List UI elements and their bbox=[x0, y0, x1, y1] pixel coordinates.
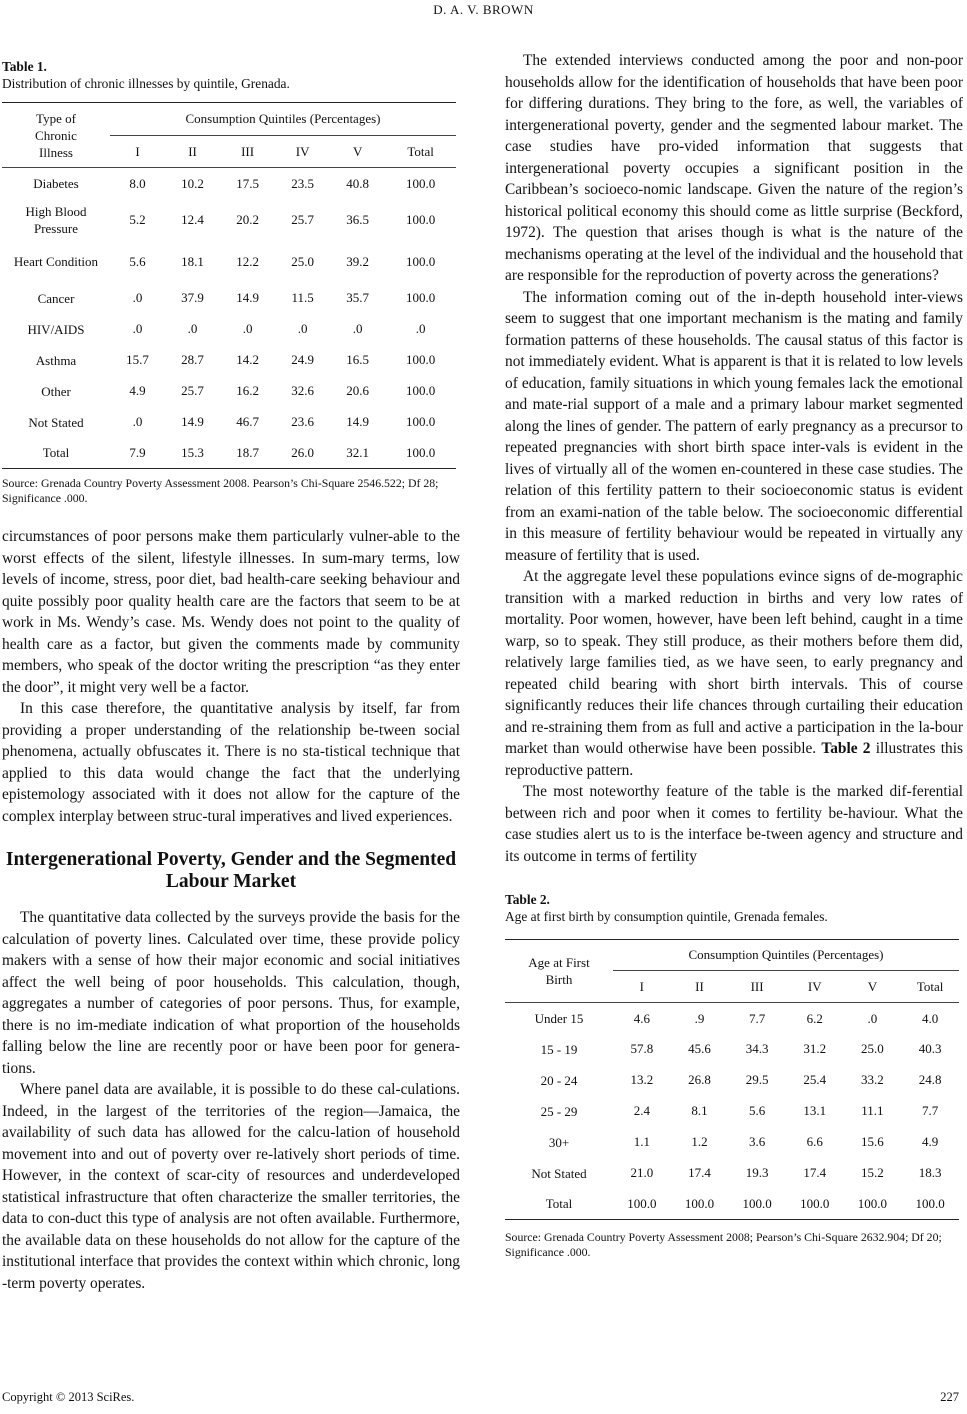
table-row bbox=[505, 1003, 959, 1034]
table-cell: 13.2 bbox=[630, 1072, 654, 1088]
table1-col-header: Total bbox=[407, 143, 434, 159]
table-cell: 1.1 bbox=[633, 1134, 650, 1150]
table1 bbox=[2, 102, 456, 469]
right-para-1: The extended interviews conducted among the poor and non-poor households allow for the identification of households that have been poor for differing durations. They bring to the fore, as well, the variables of intergenerational poverty, gender and the segmented labour market. The case studies have pro-vided information that suggests that intergenerational poverty occupies a significant position in the Caribbean’s socioeco-nomic landscape. Given the nature of the region’s historical political economy this should come as little surprise (Beckford, 1972). The question that arises though is what is the nature of the mechanisms operating at the level of the individual and the household that are responsible for the reproduction of poverty across the generations? bbox=[505, 52, 963, 284]
table2-col-header: IV bbox=[807, 978, 822, 994]
copyright-notice: Copyright © 2013 SciRes. bbox=[2, 1390, 135, 1404]
table1-col-header: V bbox=[352, 143, 363, 159]
row-label: 20 - 24 bbox=[540, 1072, 578, 1088]
table-cell: 36.5 bbox=[346, 211, 370, 227]
table-cell: .0 bbox=[867, 1010, 878, 1026]
right-para-3-tail: illustrates this reproductive pattern. bbox=[505, 740, 963, 779]
table-cell: 5.2 bbox=[129, 211, 146, 227]
table-cell: 14.2 bbox=[236, 352, 259, 368]
table-cell: 46.7 bbox=[236, 414, 259, 430]
table-row bbox=[505, 1127, 959, 1158]
row-label: 15 - 19 bbox=[540, 1041, 578, 1057]
right-para-3-text: At the aggregate level these populations evince signs of de-mographic transition with a marked reduction in births and very low rates of mortality. Poor women, however, have been left behind, caught in a time warp, so to speak. They still produce, as their mothers before them did, relatively large families tied, as we have seen, to early pregnancy and repeated child bearing with short birth intervals. This of course significantly reduces their life chances through curtailing their education and re-straining them from as full and active a participation in the la-bour market than would otherwise have been possible. bbox=[505, 568, 963, 757]
table-cell: 4.0 bbox=[921, 1010, 939, 1026]
table-cell: 23.5 bbox=[291, 175, 314, 191]
table-cell: 26.8 bbox=[688, 1072, 711, 1088]
row-label: Total bbox=[42, 445, 70, 461]
left-para-2: In this case therefore, the quantitative analysis by itself, far from providing a proper understanding of the relationship be-tween social phenomena, actually obfuscates it. There is no sta-tistical technique that applied to this data would change the fact that the underlying epistemology associated with it does not allow for the capture of the complex interplay between struc-tural imperatives and lived experiences. bbox=[2, 700, 460, 825]
right-para-3 bbox=[505, 566, 963, 781]
table-row bbox=[2, 407, 456, 438]
table-cell: 5.6 bbox=[748, 1103, 766, 1119]
row-label: Diabetes bbox=[33, 175, 79, 191]
section-heading: Intergenerational Poverty, Gender and the Segmented Labour Market bbox=[5, 849, 457, 892]
row-label: Heart Condition bbox=[13, 254, 99, 269]
table2-col-header: I bbox=[639, 978, 644, 994]
table2-col-header: Total bbox=[916, 978, 944, 994]
table-cell: .9 bbox=[694, 1010, 705, 1026]
table-cell: 12.2 bbox=[236, 253, 259, 269]
table-cell: 26.0 bbox=[291, 445, 314, 460]
row-label: Total bbox=[545, 1196, 573, 1212]
table-cell: 18.1 bbox=[181, 253, 204, 269]
table-row bbox=[505, 1065, 959, 1096]
table2-col-header: III bbox=[750, 978, 764, 994]
table1-label: Table 1. bbox=[2, 59, 47, 74]
table-cell: 25.7 bbox=[291, 211, 314, 227]
table-cell: 24.9 bbox=[291, 352, 314, 368]
row-label: High Blood Pressure bbox=[25, 203, 87, 236]
table-row bbox=[2, 314, 456, 345]
table-cell: 1.2 bbox=[691, 1134, 708, 1150]
table-cell: 25.7 bbox=[181, 383, 204, 399]
table-cell: 100.0 bbox=[405, 290, 436, 306]
table-cell: .0 bbox=[132, 321, 143, 337]
table-cell: 15.2 bbox=[861, 1165, 884, 1181]
table-row bbox=[505, 1189, 959, 1220]
table-row bbox=[2, 283, 456, 314]
table-cell: .0 bbox=[132, 290, 143, 306]
row-label: Other bbox=[41, 383, 71, 399]
table2-label: Table 2. bbox=[505, 892, 550, 907]
table-cell: 40.8 bbox=[346, 175, 370, 191]
table-cell: 5.6 bbox=[129, 253, 146, 269]
table-cell: 100.0 bbox=[742, 1196, 772, 1211]
row-label: HIV/AIDS bbox=[27, 321, 85, 337]
table-cell: 4.9 bbox=[921, 1134, 939, 1150]
table-cell: 3.6 bbox=[748, 1134, 766, 1150]
table-cell: 100.0 bbox=[405, 352, 436, 368]
row-label: Not Stated bbox=[531, 1165, 587, 1181]
table-cell: 11.1 bbox=[861, 1103, 884, 1119]
table-cell: 100.0 bbox=[857, 1196, 887, 1211]
row-label: Cancer bbox=[37, 290, 75, 306]
table1-col-header: I bbox=[135, 143, 140, 159]
table-cell: .0 bbox=[297, 321, 308, 337]
table1-row-header bbox=[2, 103, 110, 168]
table-cell: 100.0 bbox=[405, 383, 436, 399]
table-cell: 16.2 bbox=[236, 383, 259, 399]
table-cell: 12.4 bbox=[181, 211, 204, 227]
row-label: 25 - 29 bbox=[540, 1103, 578, 1119]
table-cell: 100.0 bbox=[684, 1196, 715, 1211]
table-cell: 57.8 bbox=[630, 1041, 654, 1057]
table2-source: Source: Grenada Country Poverty Assessment 2008; Pearson’s Chi-Square 2632.904; Df 20; Significance .000. bbox=[505, 1230, 942, 1259]
table-cell: 7.7 bbox=[748, 1010, 766, 1026]
table-cell: .0 bbox=[132, 414, 143, 430]
table-cell: 25.4 bbox=[803, 1072, 827, 1088]
table-row bbox=[2, 376, 456, 407]
table-cell: 17.4 bbox=[688, 1165, 711, 1181]
table-cell: 45.6 bbox=[688, 1041, 711, 1057]
table-cell: 14.9 bbox=[236, 290, 259, 306]
table-cell: .0 bbox=[242, 321, 253, 337]
right-column bbox=[505, 50, 963, 1260]
row-label: 30+ bbox=[548, 1134, 570, 1150]
table-row bbox=[505, 1096, 959, 1127]
table-cell: 100.0 bbox=[915, 1196, 945, 1211]
table2-col-header: II bbox=[695, 978, 704, 994]
table-cell: 14.9 bbox=[181, 414, 204, 430]
right-para-2: The information coming out of the in-depth household inter-views seem to suggest that one important mechanism is the mating and family formation patterns of these households. The causal status of this factor is not immediately evident. What is apparent is that it is related to low levels of education, family situations in which young females lack the emotional and mate-rial support of a male and a primary labour market segmented along the lines of gender. The pattern of early pregnancy as a precursor to repeated pregnancies with short birth space inter-vals is evident in the lives of virtually all of the women en-countered in these case studies. The relation of this fertility pattern to their socioeconomic status is evident from an exami-nation of the table below. The socioeconomic differential in this measure of fertility behaviour would be repeated in virtually any measure of fertility that is used. bbox=[505, 288, 963, 564]
table-cell: 100.0 bbox=[405, 211, 436, 227]
table1-caption-block bbox=[2, 58, 460, 92]
table-cell: 18.7 bbox=[236, 445, 259, 460]
table-cell: 7.7 bbox=[921, 1103, 939, 1119]
table-cell: 29.5 bbox=[745, 1072, 769, 1088]
table2-caption-block bbox=[505, 891, 963, 925]
table-row bbox=[2, 345, 456, 376]
table-cell: 32.6 bbox=[291, 383, 314, 399]
table-cell: 21.0 bbox=[630, 1165, 654, 1181]
table-cell: 7.9 bbox=[129, 445, 146, 460]
table-cell: 100.0 bbox=[627, 1196, 657, 1211]
table-cell: 28.7 bbox=[181, 352, 204, 368]
table-cell: 15.7 bbox=[126, 352, 149, 368]
table1-caption: Distribution of chronic illnesses by quintile, Grenada. bbox=[2, 76, 290, 91]
table-cell: 100.0 bbox=[405, 414, 436, 430]
table-cell: .0 bbox=[187, 321, 198, 337]
table2-row-header-text: Age at First Birth bbox=[528, 955, 590, 987]
right-para-4: The most noteworthy feature of the table is the marked dif-ferential between rich and poor when it comes to fertility be-haviour. What the case studies alert us to is the interface be-tween agency and structure and its outcome in terms of fertility bbox=[505, 783, 963, 865]
table-cell: 17.4 bbox=[803, 1165, 827, 1181]
table-cell: 34.3 bbox=[745, 1041, 769, 1057]
table-cell: 18.3 bbox=[918, 1165, 942, 1181]
table-cell: 6.2 bbox=[806, 1010, 823, 1026]
table-cell: 35.7 bbox=[346, 290, 370, 306]
table2 bbox=[505, 939, 959, 1220]
table-cell: 15.3 bbox=[181, 445, 204, 460]
table-cell: .0 bbox=[352, 321, 363, 337]
table-cell: 11.5 bbox=[291, 290, 314, 306]
table-cell: 39.2 bbox=[346, 253, 370, 269]
table-cell: 2.4 bbox=[633, 1103, 650, 1119]
table-cell: 10.2 bbox=[181, 175, 204, 191]
table1-col-header: III bbox=[241, 143, 255, 159]
row-label: Under 15 bbox=[534, 1010, 584, 1026]
table1-group-header: Consumption Quintiles (Percentages) bbox=[110, 103, 456, 136]
table-cell: 13.1 bbox=[803, 1103, 827, 1119]
table-cell: 37.9 bbox=[181, 290, 204, 306]
table-cell: 17.5 bbox=[236, 175, 259, 191]
table-row bbox=[2, 199, 456, 241]
table-cell: 20.6 bbox=[346, 383, 370, 399]
table-cell: 100.0 bbox=[405, 445, 436, 460]
table-cell: 31.2 bbox=[803, 1041, 827, 1057]
table-cell: 15.6 bbox=[861, 1134, 884, 1150]
table-cell: 19.3 bbox=[745, 1165, 769, 1181]
table-cell: 20.2 bbox=[236, 211, 259, 227]
table2-reference: Table 2 bbox=[821, 740, 871, 757]
table2-col-header: V bbox=[867, 978, 878, 994]
table1-col-header: II bbox=[188, 143, 197, 159]
table-cell: 8.1 bbox=[691, 1103, 708, 1119]
left-para-4: Where panel data are available, it is possible to do these cal-culations. Indeed, in the largest of the territories of the region—Jamaica, the availability of such data has allowed for the calcu-lation of household movement into and out of poverty over re-latively short periods of time. However, in the context of scar-city of resources and underdeveloped statistical infrastructure that often characterize the smaller territories, the data to con-duct this type of analysis are not often available. Furthermore, the available data on these households do not allow for the capture of the institutional interface that provides the context within which chronic, long -term poverty operates. bbox=[2, 1081, 460, 1292]
table-row bbox=[505, 1158, 959, 1189]
table-cell: 23.6 bbox=[291, 414, 314, 430]
table2-caption: Age at first birth by consumption quintile, Grenada females. bbox=[505, 909, 828, 924]
table2-row-header bbox=[505, 940, 613, 1003]
table-cell: 8.0 bbox=[129, 175, 146, 191]
table-cell: 14.9 bbox=[346, 414, 370, 430]
table-row bbox=[505, 1034, 959, 1065]
table-row bbox=[2, 241, 456, 283]
running-header: D. A. V. BROWN bbox=[433, 2, 534, 17]
table-cell: 100.0 bbox=[800, 1196, 830, 1211]
table-row bbox=[2, 168, 456, 199]
table1-col-header: IV bbox=[295, 143, 310, 159]
left-para-3: The quantitative data collected by the surveys provide the basis for the calculation of poverty lines. Calculated over time, these provide policy makers with a sense of how their major economic and social initiatives affect the well being of poor households. This calculation, though, aggregates a number of categories of poor persons. Thus, for example, there is no im-mediate indication of what proportion of the households falling below the line are recently poor or have been poor for genera-tions. bbox=[2, 909, 460, 1077]
table-cell: 40.3 bbox=[918, 1041, 942, 1057]
table-cell: 33.2 bbox=[861, 1072, 884, 1088]
table-row bbox=[2, 438, 456, 469]
page-number: 227 bbox=[940, 1390, 959, 1404]
table-cell: 25.0 bbox=[861, 1041, 884, 1057]
table-cell: 32.1 bbox=[346, 445, 370, 460]
table-cell: 24.8 bbox=[918, 1072, 942, 1088]
row-label: Asthma bbox=[35, 352, 77, 368]
table-cell: 25.0 bbox=[291, 253, 314, 269]
table-cell: 16.5 bbox=[346, 352, 370, 368]
left-column bbox=[2, 58, 460, 1294]
table1-source: Source: Grenada Country Poverty Assessment 2008. Pearson’s Chi-Square 2546.522; Df 28; Significance .000. bbox=[2, 476, 439, 505]
table-cell: .0 bbox=[415, 321, 426, 337]
table2-group-header: Consumption Quintiles (Percentages) bbox=[613, 940, 959, 971]
row-label: Not Stated bbox=[28, 414, 84, 430]
table-cell: 4.6 bbox=[633, 1010, 650, 1026]
table-cell: 100.0 bbox=[405, 175, 436, 191]
table-cell: 100.0 bbox=[405, 253, 436, 269]
table-cell: 4.9 bbox=[129, 383, 146, 399]
table1-row-header-text: Type of Chronic Illness bbox=[35, 110, 77, 160]
table-cell: 6.6 bbox=[806, 1134, 823, 1150]
left-para-1: circumstances of poor persons make them particularly vulner-able to the worst effects of the silent, lifestyle illnesses. In sum-mary terms, low levels of income, stress, poor diet, bad health-care seeking behaviour and quite possibly poor quality health care are the factors that seem to be at work in Ms. Wendy’s case. Ms. Wendy does not point to the quality of health care as a factor, but given the comments made by community members, who speak of the doctor writing the prescription “as they enter the door”, it might very well be a factor. bbox=[2, 528, 460, 696]
